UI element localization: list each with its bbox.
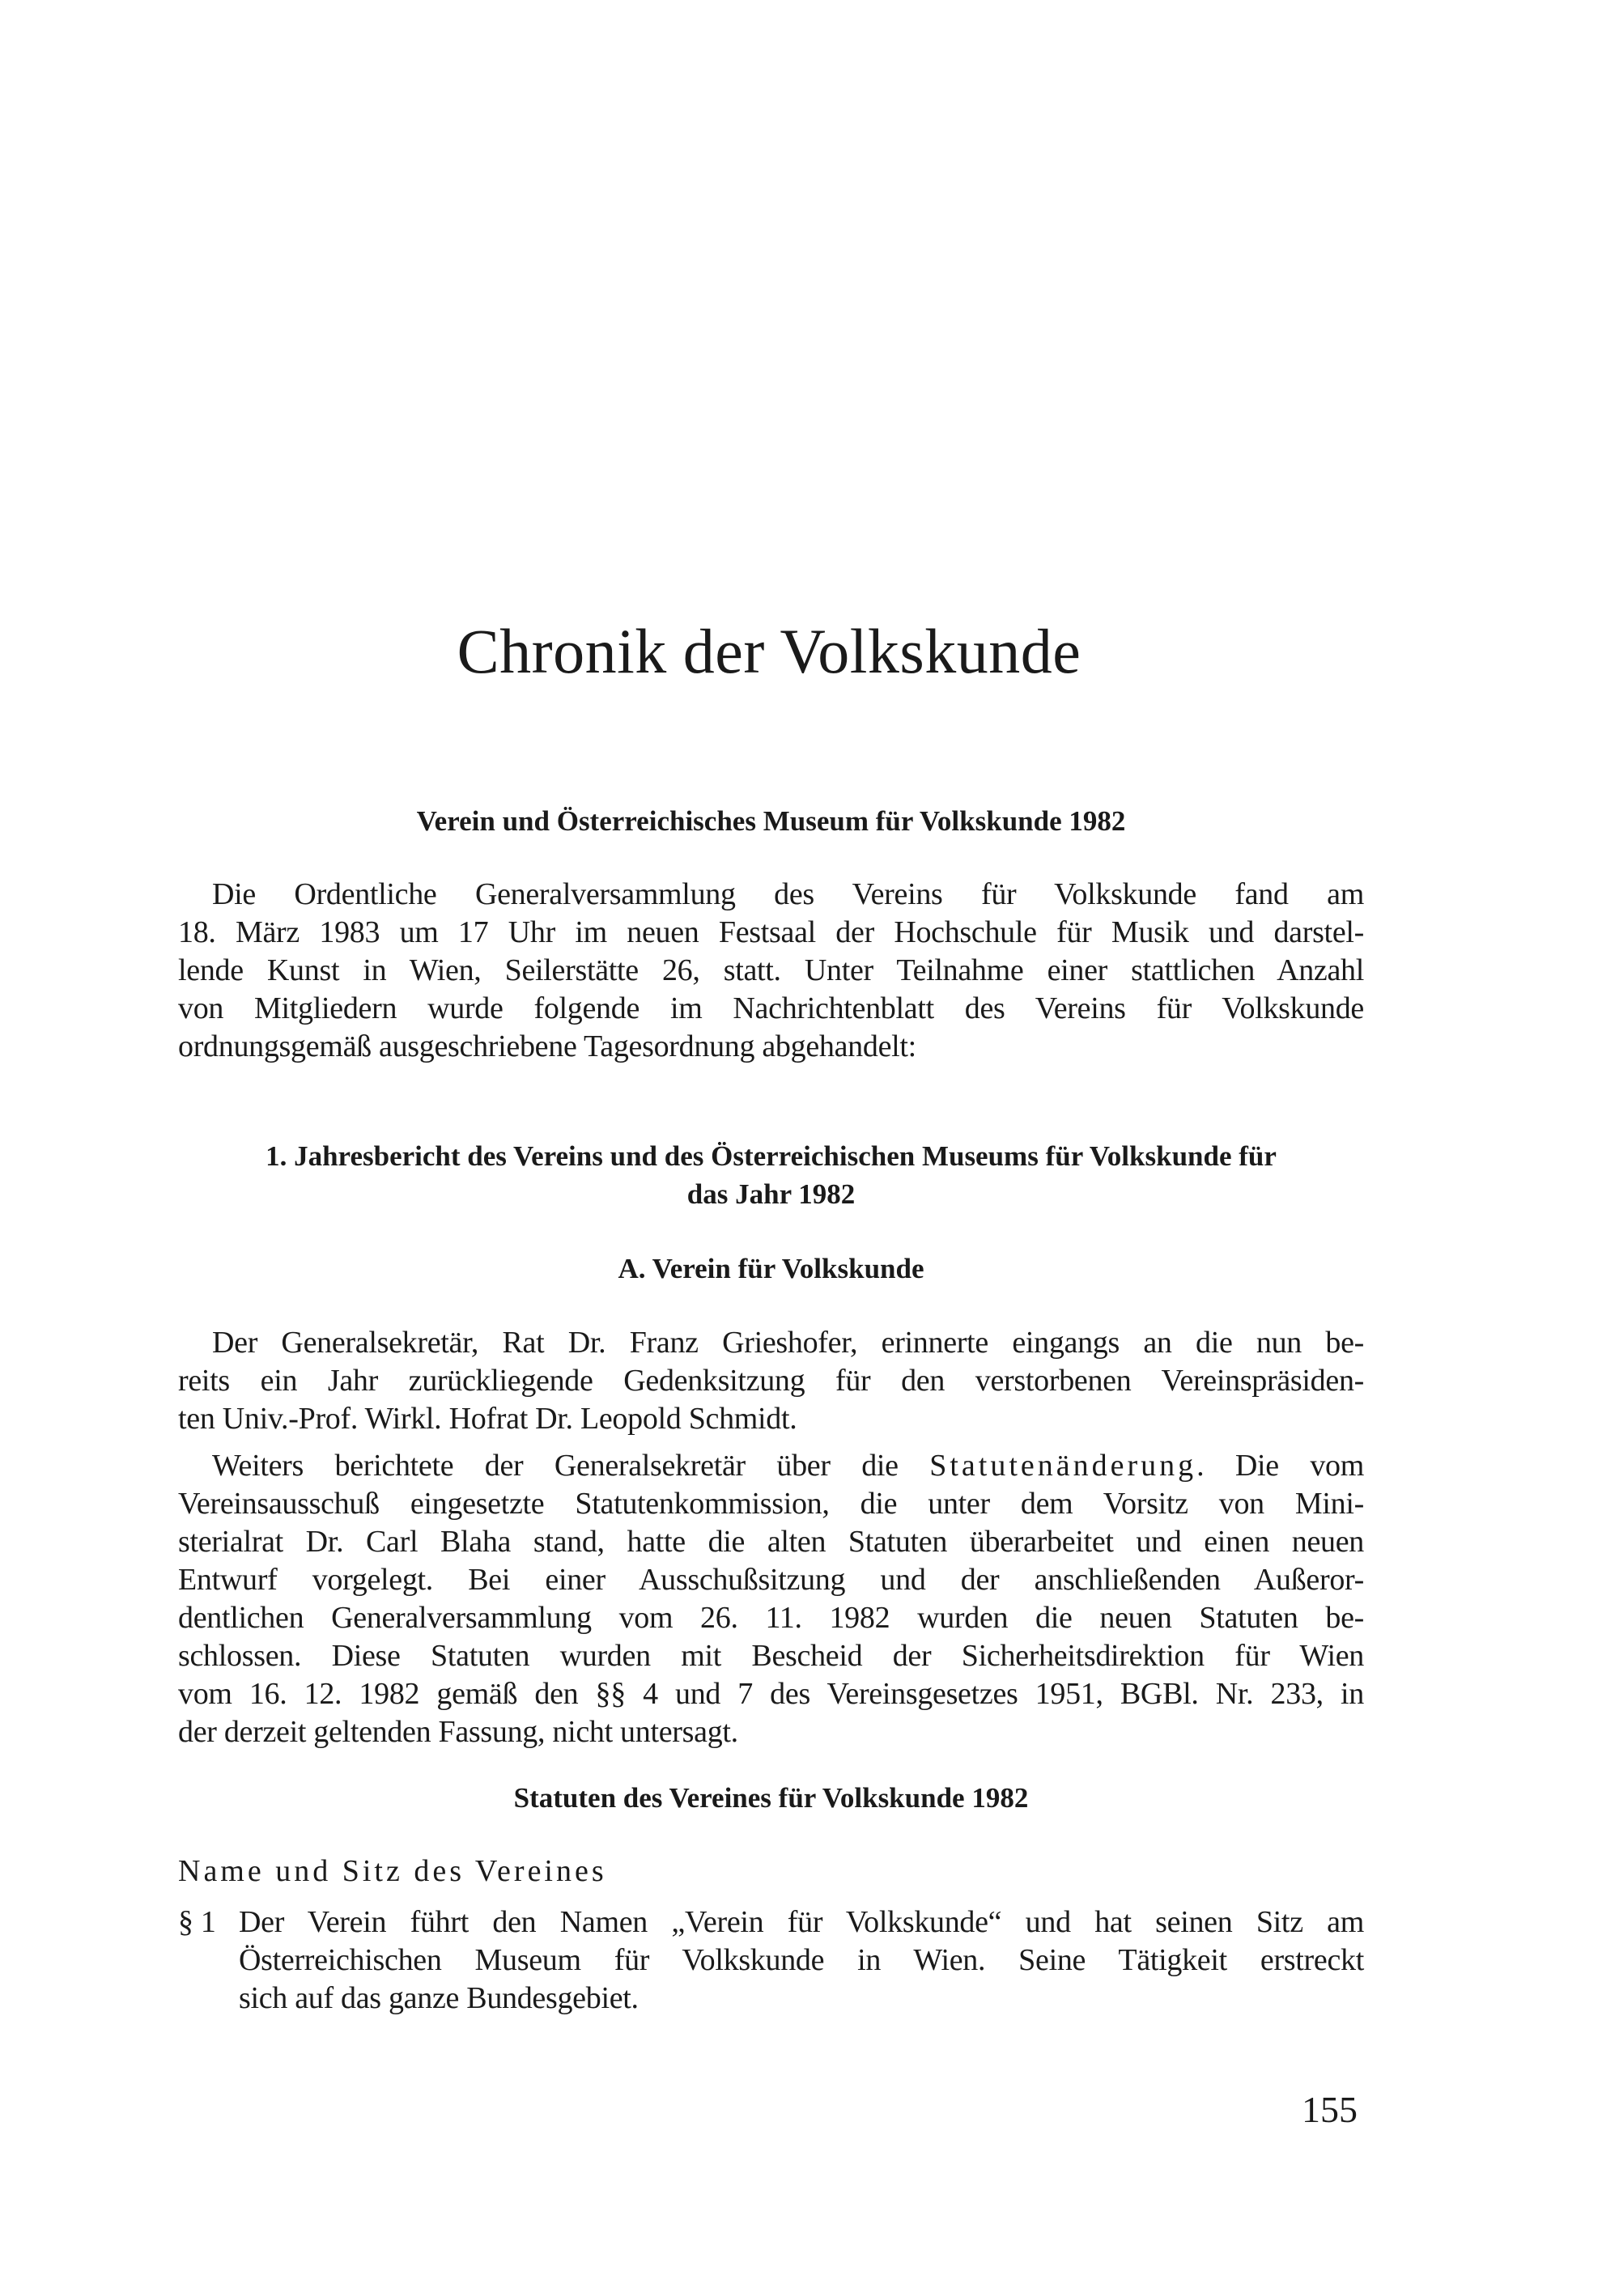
section-heading-1	[178, 1137, 1364, 1213]
intro-paragraph	[178, 876, 1364, 1066]
heading-line: 1. Jahresbericht des Vereins und des Österreichischen Museums für Volkskunde für	[266, 1140, 1277, 1172]
statuten-heading: Statuten des Vereines für Volkskunde 1982	[513, 1782, 1029, 1814]
page-title: Chronik der Volkskunde	[457, 616, 1081, 686]
paragraph-3	[178, 1447, 1364, 1751]
text-span: . Die vom	[1196, 1449, 1364, 1483]
text-line: 18. März 1983 um 17 Uhr im neuen Festsaal der Hochschule für Musik und darstel-	[178, 915, 1364, 949]
paragraph-section-1	[178, 1903, 1364, 2018]
text-line	[178, 1447, 1364, 1485]
page-number: 155	[1302, 2089, 1358, 2130]
section-heading-name-und-sitz: Name und Sitz des Vereines	[178, 1854, 607, 1888]
section-number: § 1	[178, 1905, 216, 1939]
subtitle: Verein und Österreichisches Museum für Volkskunde 1982	[416, 805, 1126, 837]
text-line: Der Generalsekretär, Rat Dr. Franz Grieshofer, erinnerte eingangs an die nun be-	[212, 1326, 1364, 1360]
text-line: vom 16. 12. 1982 gemäß den §§ 4 und 7 des Vereinsgesetzes 1951, BGBl. Nr. 233, in	[178, 1677, 1364, 1711]
text-line: Der Verein führt den Namen „Verein für Volkskunde“ und hat seinen Sitz am	[239, 1905, 1364, 1939]
text-line: reits ein Jahr zurückliegende Gedenksitzung für den verstorbenen Vereinspräsiden-	[178, 1364, 1364, 1398]
text-line: von Mitgliedern wurde folgende im Nachrichtenblatt des Vereins für Volkskunde	[178, 991, 1364, 1025]
heading-line: das Jahr 1982	[686, 1178, 856, 1210]
text-line: Entwurf vorgelegt. Bei einer Ausschußsitzung und der anschließenden Außeror-	[178, 1563, 1364, 1597]
text-span: Weiters berichtete der Generalsekretär über die	[212, 1449, 930, 1483]
text-line: dentlichen Generalversammlung vom 26. 11. 1982 wurden die neuen Statuten be-	[178, 1601, 1364, 1635]
text-line: ordnungsgemäß ausgeschriebene Tagesordnung abgehandelt:	[178, 1029, 916, 1063]
text-line: lende Kunst in Wien, Seilerstätte 26, statt. Unter Teilnahme einer stattlichen Anzahl	[178, 953, 1364, 987]
text-line: schlossen. Diese Statuten wurden mit Bescheid der Sicherheitsdirektion für Wien	[178, 1639, 1364, 1673]
text-line: Vereinsausschuß eingesetzte Statutenkommission, die unter dem Vorsitz von Mini-	[178, 1487, 1364, 1521]
subheading-a: A. Verein für Volkskunde	[618, 1253, 924, 1284]
text-line: sterialrat Dr. Carl Blaha stand, hatte die alten Statuten überarbeitet und einen neuen	[178, 1525, 1364, 1559]
text-line: Die Ordentliche Generalversammlung des Vereins für Volkskunde fand am	[212, 877, 1364, 911]
text-line: sich auf das ganze Bundesgebiet.	[239, 1981, 639, 2015]
text-line: ten Univ.-Prof. Wirkl. Hofrat Dr. Leopold Schmidt.	[178, 1402, 797, 1436]
text-line: Österreichischen Museum für Volkskunde in Wien. Seine Tätigkeit erstreckt	[239, 1943, 1364, 1977]
text-line: der derzeit geltenden Fassung, nicht untersagt.	[178, 1715, 738, 1749]
emphasized-term: Statutenänderung	[929, 1449, 1197, 1483]
paragraph-2	[178, 1324, 1364, 1438]
